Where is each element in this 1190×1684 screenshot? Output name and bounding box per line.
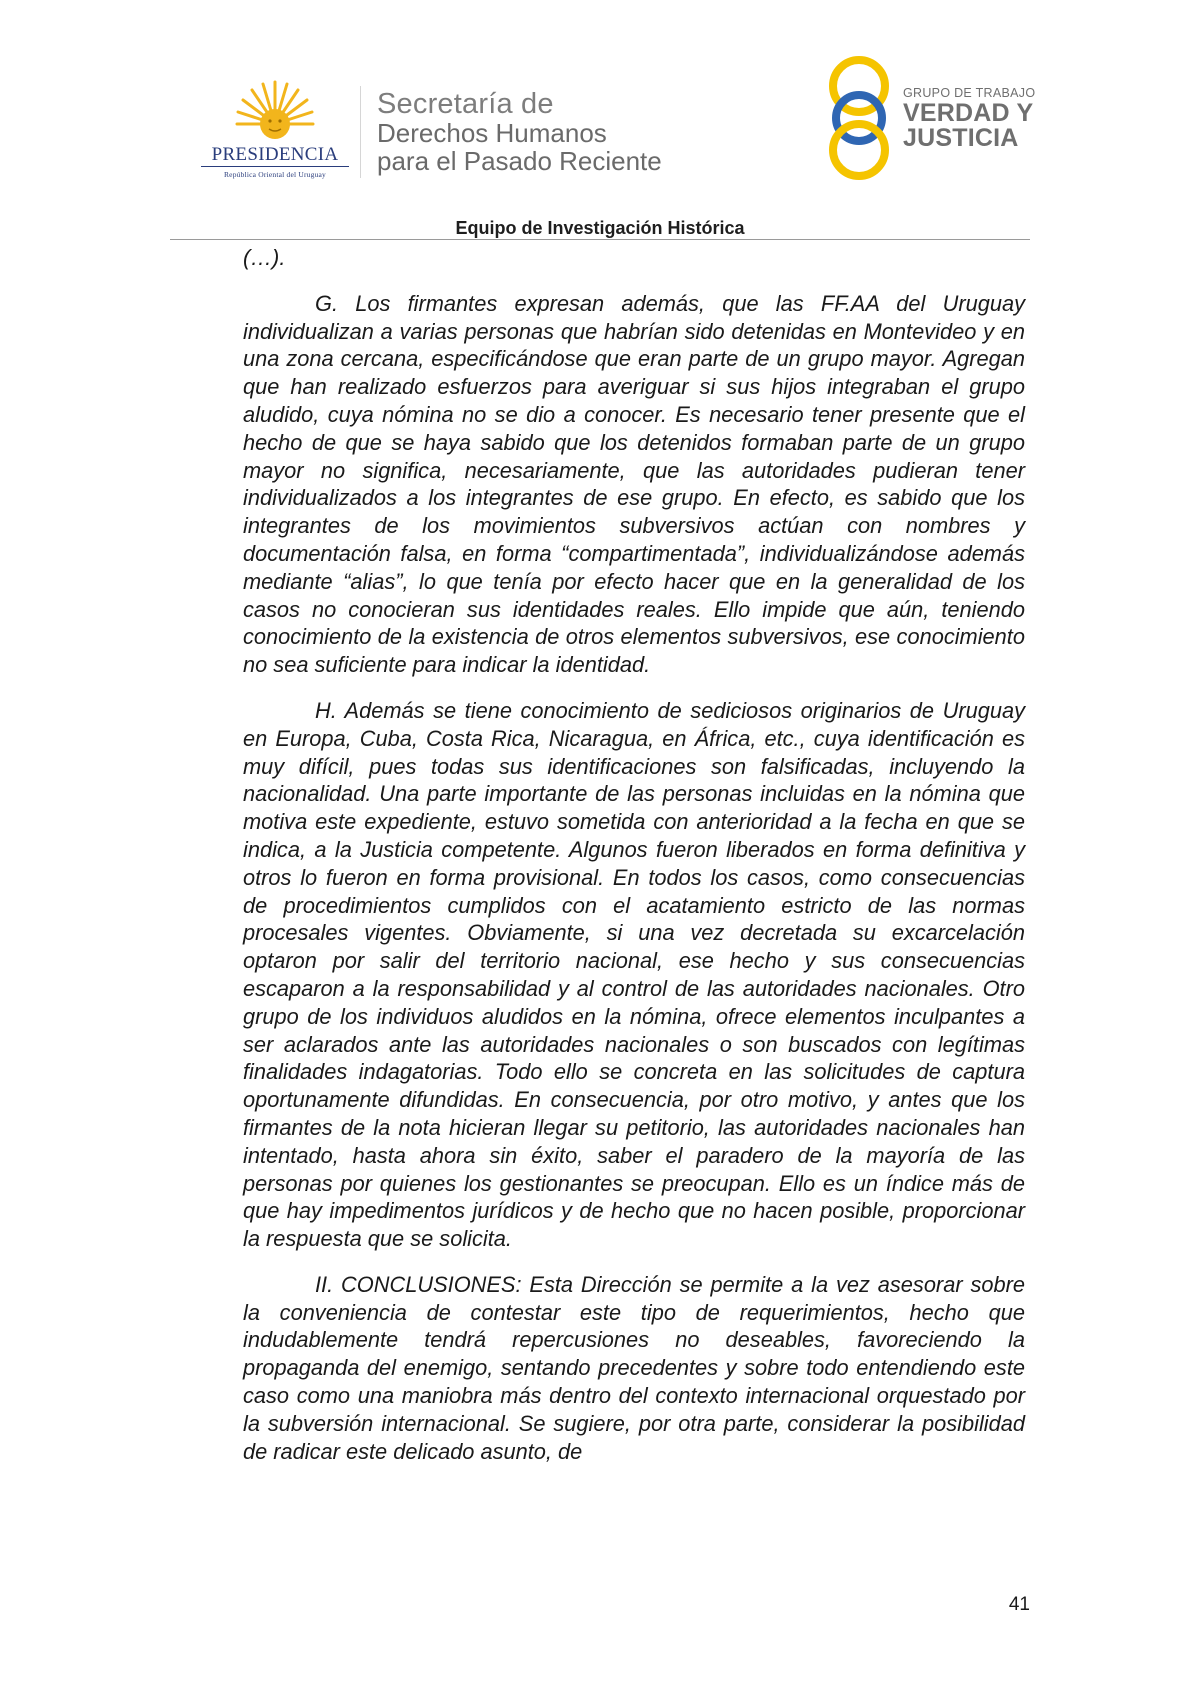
- presidencia-divider: [201, 166, 349, 167]
- presidencia-subtitle: República Oriental del Uruguay: [223, 170, 326, 179]
- paragraph-g: G. Los firmantes expresan además, que las FF.AA del Uruguay individualizan a varias personas que habrían sido detenidas en Montevideo y en una zona cercana, especificándose que eran parte de un grupo mayor. Agregan que han realizado esfuerzos para averiguar si sus hijos integraban el grupo aludido, cuya nómina no se dio a conocer. Es necesario tener presente que el hecho de que se haya sabido que los detenidos formaban parte de un grupo mayor no significa, necesariamente, que las autoridades pudieran tener individualizados a los integrantes de ese grupo. En efecto, es sabido que los integrantes de los movimientos subversivos actúan con nombres y documentación falsa, en forma “compartimentada”, individualizándose además mediante “alias”, lo que tenía por efecto hacer que en la generalidad de los casos no conocieran sus identidades reales. Ello impide que aún, teniendo conocimiento de la existencia de otros elementos subversivos, ese conocimiento no sea suficiente para indicar la identidad.: [243, 290, 1025, 678]
- verdad-justicia-logo: [825, 56, 1035, 180]
- header-rule: [170, 239, 1030, 240]
- gtvj-line-2: VERDAD Y: [903, 99, 1034, 127]
- secretaria-line-3: para el Pasado Reciente: [377, 146, 662, 176]
- presidencia-logo: [195, 78, 355, 186]
- document-body: [243, 244, 1025, 1465]
- intro-ellipsis: (…).: [243, 245, 286, 270]
- secretaria-line-1: Secretaría de: [377, 88, 554, 120]
- verdad-justicia-text: [903, 86, 1043, 151]
- paragraph-h: H. Además se tiene conocimiento de sediciosos originarios de Uruguay en Europa, Cuba, Costa Rica, Nicaragua, en África, etc., cuya identificación es muy difícil, pues todas sus identificaciones son falsificadas, incluyendo la nacionalidad. Una parte importante de las personas incluidas en la nómina que motiva este expediente, estuvo sometida con anterioridad a la fecha en que se indica, a la Justicia competente. Algunos fueron liberados en forma definitiva y otros lo fueron en forma provisional. En todos los casos, como consecuencias de procedimientos cumplidos con el acatamiento estricto de las normas procesales vigentes. Obviamente, si una vez decretada su excarcelación optaron por salir del territorio nacional, ese hecho y sus consecuencias escaparon a la responsabilidad y al control de las autoridades nacionales. Otro grupo de los individuos aludidos en la nómina, ofrece elementos inculpantes a ser aclarados ante las autoridades nacionales o son buscados con legítimas finalidades indagatorias. Todo ello se concreta en las solicitudes de captura oportunamente difundidas. En consecuencia, por otro motivo, y antes que los firmantes de la nota hicieran llegar su petitorio, las autoridades nacionales han intentado, hasta ahora sin éxito, saber el paradero de la mayoría de las personas por quienes los gestionantes se preocupan. Ello es un índice más de que hay impedimentos jurídicos y de hecho que no hacen posible, proporcionar la respuesta que se solicita.: [243, 697, 1025, 1252]
- header-caption: Equipo de Investigación Histórica: [455, 218, 745, 238]
- sun-emblem-icon: [235, 78, 315, 150]
- secretaria-line-2: Derechos Humanos: [377, 118, 607, 148]
- page-header: [0, 0, 1190, 250]
- presidencia-name: PRESIDENCIA: [211, 144, 339, 165]
- gtvj-line-3: JUSTICIA: [903, 124, 1019, 152]
- logo-divider: [360, 86, 361, 178]
- gtvj-line-1: GRUPO DE TRABAJO: [903, 86, 1036, 100]
- page-number: 41: [1008, 1594, 1030, 1615]
- secretaria-logo-text: [377, 90, 737, 175]
- paragraph-conclusiones: II. CONCLUSIONES: Esta Dirección se permite a la vez asesorar sobre la conveniencia de contestar este tipo de requerimientos, hecho que indudablemente tendrá repercusiones no deseables, favoreciendo la propaganda del enemigo, sentando precedentes y sobre todo entendiendo este caso como una maniobra más dentro del contexto internacional orquestado por la subversión internacional. Se sugiere, por otra parte, considerar la posibilidad de radicar este delicado asunto, de: [243, 1271, 1025, 1464]
- interlocked-rings-icon: [825, 56, 897, 180]
